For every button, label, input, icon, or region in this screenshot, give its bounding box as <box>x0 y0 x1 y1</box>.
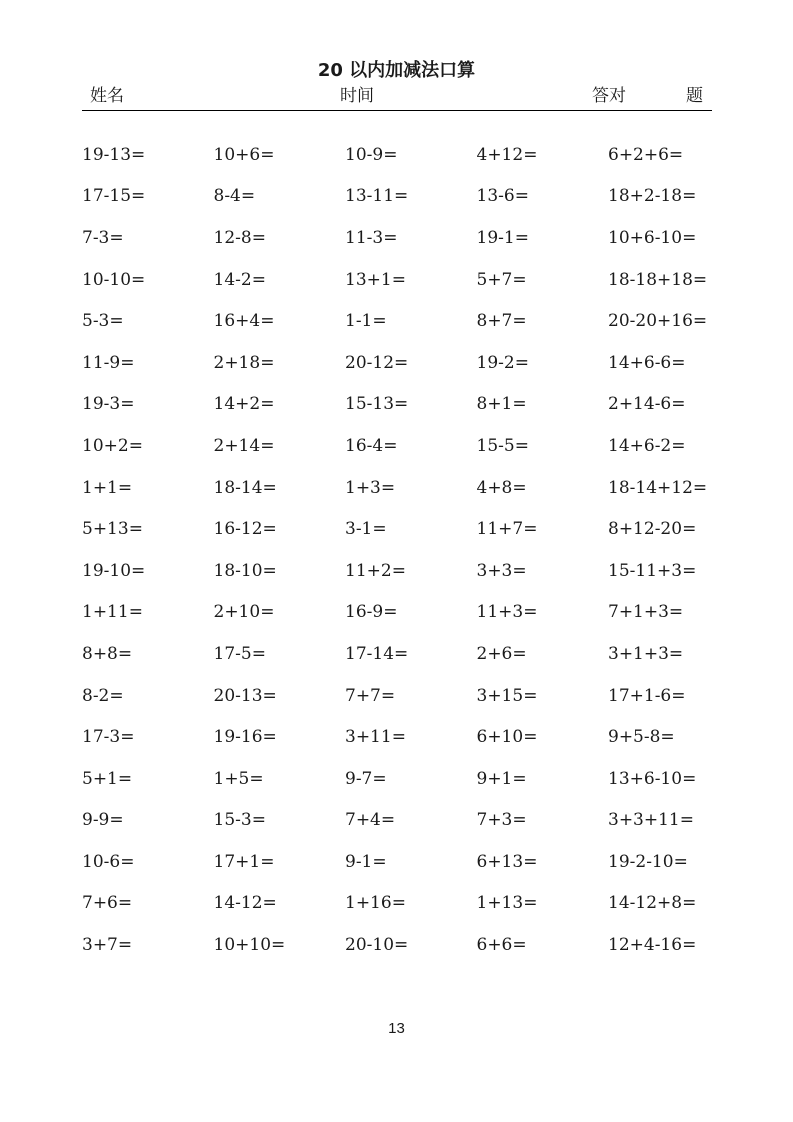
problem-item: 14-12= <box>213 893 277 914</box>
problem-item: 15-13= <box>345 394 409 415</box>
problem-row <box>82 134 722 176</box>
problem-item: 6+10= <box>476 727 538 748</box>
problem-item: 8-2= <box>82 685 124 706</box>
problem-item: 19-1= <box>476 227 529 248</box>
problem-item: 11+2= <box>345 560 406 581</box>
problem-item: 20-12= <box>345 352 409 373</box>
problem-item: 1+1= <box>82 477 133 498</box>
problem-item: 19-13= <box>82 144 146 165</box>
problem-grid <box>82 134 722 966</box>
problem-item: 16-4= <box>345 435 398 456</box>
problem-item: 18-14+12= <box>608 477 708 498</box>
problem-item: 8-4= <box>213 186 256 207</box>
problem-item: 7+6= <box>82 893 133 914</box>
problem-item: 18-10= <box>213 560 277 581</box>
page-title: 20 以内加减法口算 <box>317 60 476 81</box>
problem-item: 1+13= <box>476 893 538 914</box>
problem-item: 5+13= <box>82 519 143 540</box>
problem-row <box>82 508 722 550</box>
problem-row <box>82 716 722 758</box>
problem-item: 3+1+3= <box>608 643 684 664</box>
problem-item: 6+6= <box>476 935 527 956</box>
problem-item: 15-11+3= <box>608 560 697 581</box>
problem-item: 10+6= <box>213 144 275 165</box>
problem-item: 13+6-10= <box>608 768 697 789</box>
problem-item: 7+4= <box>345 810 396 831</box>
problem-item: 8+7= <box>476 311 527 332</box>
problem-item: 8+8= <box>82 643 133 664</box>
problem-item: 17+1-6= <box>608 685 686 706</box>
problem-item: 10+6-10= <box>608 227 697 248</box>
problem-item: 6+2+6= <box>608 144 684 165</box>
problem-row <box>82 384 722 426</box>
problem-item: 1+11= <box>82 602 143 623</box>
problem-item: 18+2-18= <box>608 186 697 207</box>
problem-item: 9-9= <box>82 810 124 831</box>
problem-item: 10-9= <box>345 144 398 165</box>
problem-item: 7+1+3= <box>608 602 684 623</box>
problem-item: 20-10= <box>345 935 409 956</box>
problem-item: 7+3= <box>476 810 527 831</box>
problem-item: 3+7= <box>82 935 133 956</box>
problem-row <box>82 592 722 634</box>
problem-item: 15-5= <box>476 435 529 456</box>
problem-row <box>82 550 722 592</box>
problem-item: 17-3= <box>82 727 135 748</box>
problem-item: 10+10= <box>213 935 286 956</box>
problem-item: 2+14-6= <box>608 394 686 415</box>
problem-row <box>82 425 722 467</box>
problem-item: 17-15= <box>82 186 146 207</box>
problem-item: 1+16= <box>345 893 406 914</box>
problem-row <box>82 800 722 842</box>
questions-label: 题 <box>686 86 703 106</box>
problem-item: 9+5-8= <box>608 727 675 748</box>
problem-item: 3+3= <box>476 560 527 581</box>
problem-item: 4+12= <box>476 144 538 165</box>
problem-row <box>82 633 722 675</box>
problem-item: 3+3+11= <box>608 810 694 831</box>
problem-item: 1+5= <box>213 768 264 789</box>
problem-item: 11+3= <box>476 602 538 623</box>
problem-row <box>82 758 722 800</box>
problem-item: 19-16= <box>213 727 277 748</box>
problem-item: 14-2= <box>213 269 266 290</box>
problem-item: 18-18+18= <box>608 269 708 290</box>
problem-item: 20-20+16= <box>608 311 708 332</box>
problem-item: 14-12+8= <box>608 893 697 914</box>
problem-item: 12+4-16= <box>608 935 697 956</box>
problem-item: 2+14= <box>213 435 275 456</box>
problem-item: 10-6= <box>82 851 135 872</box>
problem-item: 8+12-20= <box>608 519 697 540</box>
problem-item: 14+6-2= <box>608 435 686 456</box>
problem-item: 10-10= <box>82 269 146 290</box>
problem-item: 9-7= <box>345 768 387 789</box>
problem-item: 2+6= <box>476 643 527 664</box>
problem-item: 3+11= <box>345 727 406 748</box>
page-number: 13 <box>388 1020 405 1037</box>
problem-item: 11-9= <box>82 352 135 373</box>
problem-row <box>82 675 722 717</box>
problem-row <box>82 883 722 925</box>
problem-item: 13-11= <box>345 186 409 207</box>
problem-item: 19-2= <box>476 352 529 373</box>
problem-item: 19-3= <box>82 394 135 415</box>
worksheet-header <box>82 84 712 111</box>
problem-item: 13-6= <box>476 186 529 207</box>
problem-item: 16-12= <box>213 519 277 540</box>
problem-item: 15-3= <box>213 810 266 831</box>
problem-item: 12-8= <box>213 227 266 248</box>
problem-item: 14+2= <box>213 394 275 415</box>
problem-item: 11-3= <box>345 227 398 248</box>
problem-item: 19-10= <box>82 560 146 581</box>
problem-row <box>82 841 722 883</box>
problem-item: 1+3= <box>345 477 396 498</box>
problem-item: 8+1= <box>476 394 527 415</box>
problem-item: 17-5= <box>213 643 266 664</box>
problem-row <box>82 924 722 966</box>
problem-row <box>82 300 722 342</box>
problem-item: 17-14= <box>345 643 409 664</box>
problem-row <box>82 217 722 259</box>
problem-item: 19-2-10= <box>608 851 688 872</box>
problem-item: 10+2= <box>82 435 143 456</box>
problem-item: 4+8= <box>476 477 527 498</box>
problem-item: 14+6-6= <box>608 352 686 373</box>
problem-item: 5+7= <box>476 269 527 290</box>
problem-item: 11+7= <box>476 519 538 540</box>
problem-row <box>82 176 722 218</box>
problem-item: 7+7= <box>345 685 396 706</box>
time-label: 时间 <box>340 86 374 106</box>
problem-item: 9-1= <box>345 851 387 872</box>
problem-item: 5-3= <box>82 311 124 332</box>
problem-item: 18-14= <box>213 477 277 498</box>
problem-item: 3-1= <box>345 519 387 540</box>
problem-item: 5+1= <box>82 768 133 789</box>
name-label: 姓名 <box>90 86 124 106</box>
problem-row <box>82 467 722 509</box>
correct-count-label: 答对 <box>592 86 626 106</box>
problem-row <box>82 259 722 301</box>
problem-item: 16+4= <box>213 311 275 332</box>
problem-item: 2+18= <box>213 352 275 373</box>
problem-item: 16-9= <box>345 602 398 623</box>
problem-item: 17+1= <box>213 851 275 872</box>
problem-item: 7-3= <box>82 227 124 248</box>
problem-item: 13+1= <box>345 269 406 290</box>
problem-item: 2+10= <box>213 602 275 623</box>
problem-item: 20-13= <box>213 685 277 706</box>
problem-item: 9+1= <box>476 768 527 789</box>
problem-row <box>82 342 722 384</box>
problem-item: 3+15= <box>476 685 538 706</box>
problem-item: 1-1= <box>345 311 387 332</box>
problem-item: 6+13= <box>476 851 538 872</box>
